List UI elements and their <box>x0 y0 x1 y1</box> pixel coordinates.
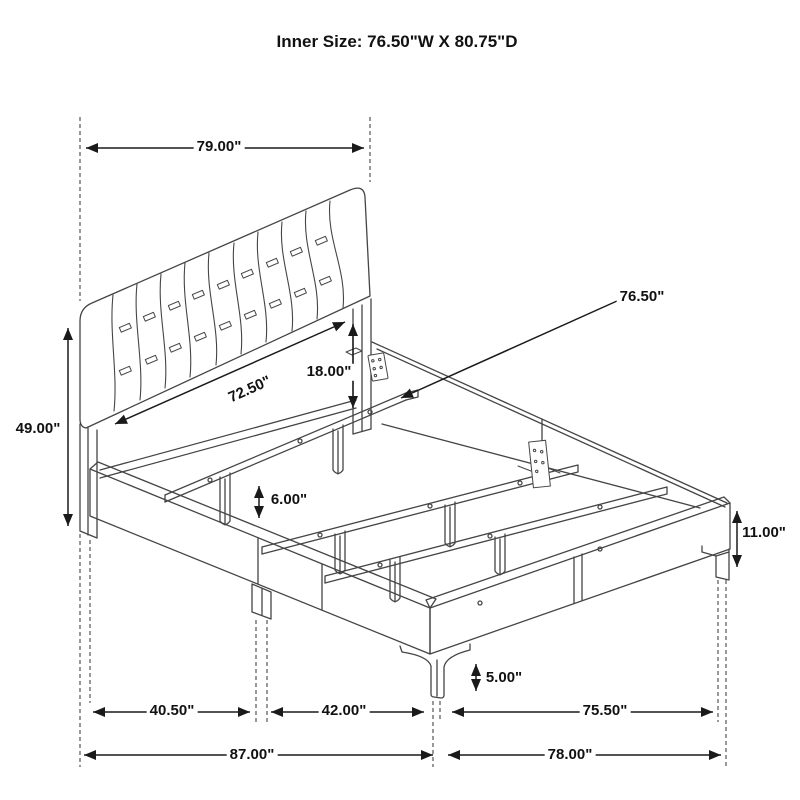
dim-label-front-leg: 5.00" <box>483 670 525 687</box>
tuft-seams <box>112 201 344 411</box>
headboard-left-leg <box>80 424 97 538</box>
dim-label-slat-leg: 6.00" <box>268 492 310 509</box>
dim-line-headboard-panel <box>115 322 345 424</box>
extension-lines <box>80 117 726 767</box>
side-rail-left <box>90 462 436 654</box>
dim-label-overall-width: 79.00" <box>194 139 245 156</box>
dim-label-inner-width: 76.50" <box>617 289 668 306</box>
head-rail <box>100 400 356 478</box>
mid-leg <box>252 584 271 619</box>
center-bracket <box>518 440 560 488</box>
dim-label-headboard-panel: 72.50" <box>225 372 274 407</box>
foot-rail <box>426 497 730 654</box>
dim-label-rail-height: 11.00" <box>739 525 789 542</box>
dim-label-section-head: 40.50" <box>147 703 198 720</box>
leader-line-inner-width <box>401 301 617 398</box>
dim-label-foot-total: 78.00" <box>545 747 596 764</box>
dim-label-section-mid: 42.00" <box>319 703 370 720</box>
headboard-panel <box>80 188 370 428</box>
page-title: Inner Size: 76.50"W X 80.75"D <box>276 32 518 51</box>
tuft-buttons <box>119 236 331 375</box>
dim-label-section-foot: 75.50" <box>580 703 631 720</box>
dim-label-side-total: 87.00" <box>227 747 278 764</box>
dim-label-headboard-height: 49.00" <box>13 421 64 438</box>
dim-label-headboard-leg: 18.00" <box>304 364 355 381</box>
